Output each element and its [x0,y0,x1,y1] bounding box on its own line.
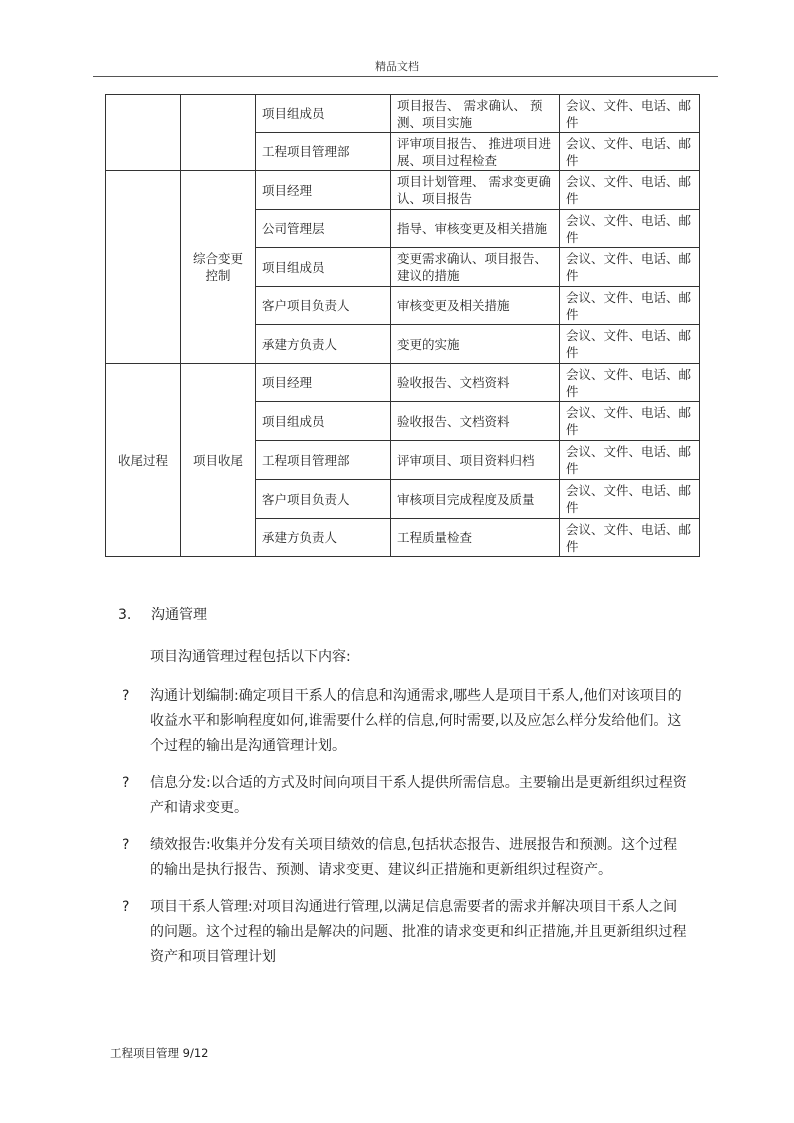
content-cell: 验收报告、文档资料 [391,402,560,441]
role-cell: 项目经理 [256,171,391,210]
list-item [118,771,688,821]
bullet-list [118,684,688,982]
role-cell: 公司管理层 [256,210,391,248]
role-cell: 工程项目管理部 [256,441,391,480]
header-divider [93,76,718,77]
content-cell: 变更的实施 [391,325,560,364]
stage-cell [106,171,181,364]
communication-matrix-table [105,94,700,557]
content-cell: 审核项目完成程度及质量 [391,480,560,519]
method-cell: 会议、文件、电话、邮件 [560,441,700,480]
sub-stage-cell: 项目收尾 [181,364,256,557]
table-row [106,171,700,210]
content-cell: 评审项目、项目资料归档 [391,441,560,480]
role-cell: 承建方负责人 [256,519,391,557]
role-cell: 项目经理 [256,364,391,402]
method-cell: 会议、文件、电话、邮件 [560,133,700,171]
list-item [118,684,688,759]
role-cell: 客户项目负责人 [256,287,391,325]
stage-cell: 收尾过程 [106,364,181,557]
role-cell: 项目组成员 [256,402,391,441]
content-cell: 验收报告、文档资料 [391,364,560,402]
method-cell: 会议、文件、电话、邮件 [560,325,700,364]
page-footer: 工程项目管理 9/12 [110,1046,209,1060]
list-item [118,895,688,970]
method-cell: 会议、文件、电话、邮件 [560,95,700,133]
method-cell: 会议、文件、电话、邮件 [560,248,700,287]
section-number: 3. [118,607,132,623]
content-cell: 项目报告、 需求确认、 预测、项目实施 [391,95,560,133]
method-cell: 会议、文件、电话、邮件 [560,287,700,325]
bullet-mark: ? [122,837,130,853]
method-cell: 会议、文件、电话、邮件 [560,364,700,402]
sub-stage-cell: 综合变更控制 [181,171,256,364]
table-row [106,364,700,402]
section-title: 沟通管理 [151,607,207,623]
method-cell: 会议、文件、电话、邮件 [560,210,700,248]
page-header-title: 精品文档 [375,60,419,73]
bullet-text: 信息分发:以合适的方式及时间向项目干系人提供所需信息。主要输出是更新组织过程资产和请求变更。 [150,775,687,816]
bullet-mark: ? [122,688,130,704]
section-intro: 项目沟通管理过程包括以下内容: [150,649,351,665]
bullet-mark: ? [122,775,130,791]
list-item [118,833,688,883]
method-cell: 会议、文件、电话、邮件 [560,480,700,519]
bullet-text: 项目干系人管理:对项目沟通进行管理,以满足信息需要者的需求并解决项目干系人之间的问题。这个过程的输出是解决的问题、批准的请求变更和纠正措施,并且更新组织过程资产和项目管理计划 [150,899,687,965]
role-cell: 项目组成员 [256,95,391,133]
stage-cell [106,95,181,171]
role-cell: 承建方负责人 [256,325,391,364]
content-cell: 工程质量检查 [391,519,560,557]
method-cell: 会议、文件、电话、邮件 [560,402,700,441]
content-cell: 评审项目报告、 推进项目进展、项目过程检查 [391,133,560,171]
table-row [106,95,700,133]
content-cell: 项目计划管理、 需求变更确认、项目报告 [391,171,560,210]
section-heading [118,604,207,624]
content-cell: 变更需求确认、项目报告、建议的措施 [391,248,560,287]
method-cell: 会议、文件、电话、邮件 [560,519,700,557]
bullet-text: 沟通计划编制:确定项目干系人的信息和沟通需求,哪些人是项目干系人,他们对该项目的收益水平和影响程度如何,谁需要什么样的信息,何时需要,以及应怎么样分发给他们。这个过程的输出是沟通管理计划。 [150,688,682,754]
method-cell: 会议、文件、电话、邮件 [560,171,700,210]
role-cell: 项目组成员 [256,248,391,287]
sub-stage-cell [181,95,256,171]
content-cell: 指导、审核变更及相关措施 [391,210,560,248]
content-cell: 审核变更及相关措施 [391,287,560,325]
bullet-mark: ? [122,899,130,915]
role-cell: 客户项目负责人 [256,480,391,519]
role-cell: 工程项目管理部 [256,133,391,171]
bullet-text: 绩效报告:收集并分发有关项目绩效的信息,包括状态报告、进展报告和预测。这个过程的输出是执行报告、预测、请求变更、建议纠正措施和更新组织过程资产。 [150,837,678,878]
